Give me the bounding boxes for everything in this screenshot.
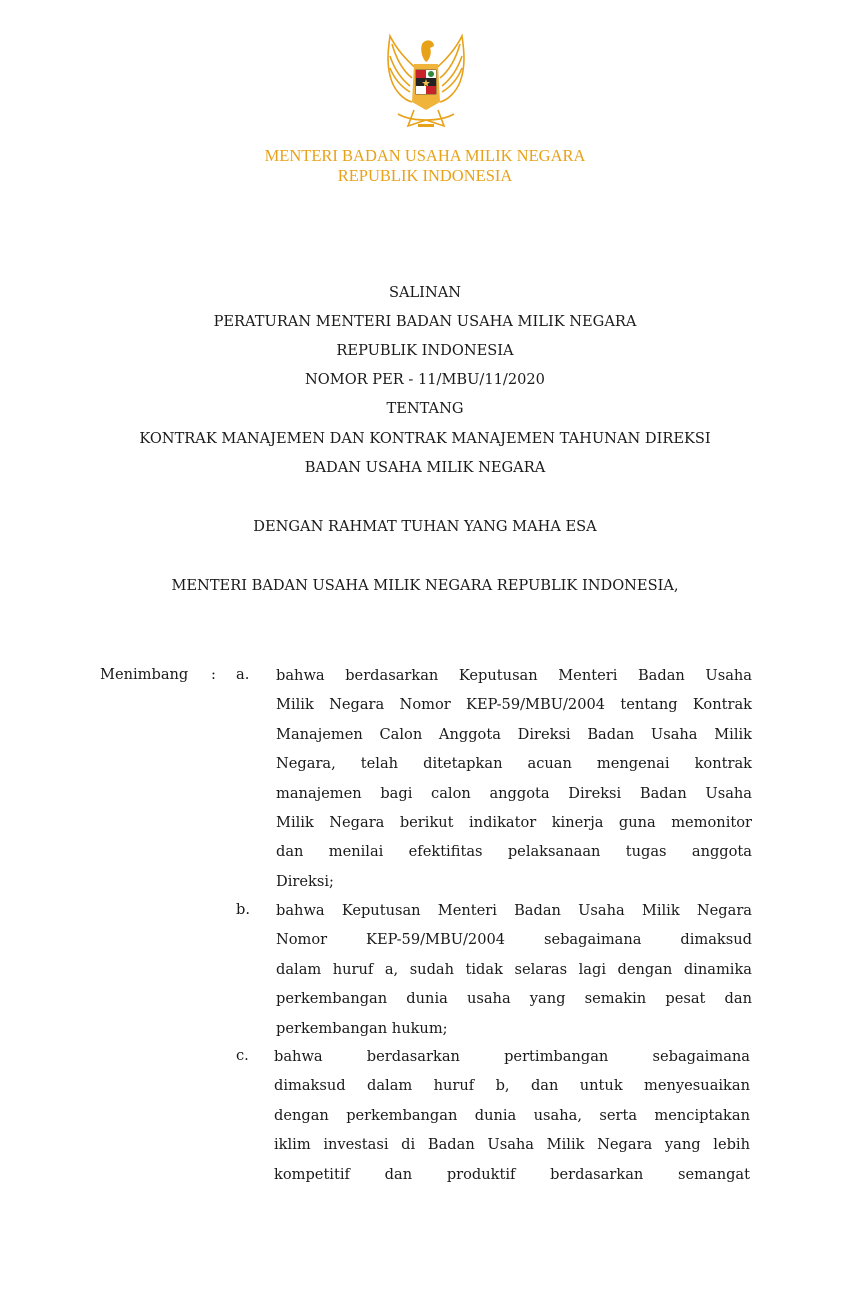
item-b-line: Nomor KEP-59/MBU/2004 sebagaimana dimaksud [276, 931, 752, 949]
item-a-line: bahwa berdasarkan Keputusan Menteri Badan Usaha [276, 667, 752, 684]
regulation-number: NOMOR PER - 11/MBU/11/2020 [305, 371, 545, 388]
item-a-line: dan menilai efektifitas pelaksanaan tugas anggota [276, 843, 752, 861]
item-b-line: perkembangan dunia usaha yang semakin pesat dan [276, 990, 752, 1008]
item-c-marker: c. [236, 1047, 249, 1064]
letterhead-org-line1: MENTERI BADAN USAHA MILIK NEGARA [264, 146, 586, 165]
considerations-separator: : [211, 666, 216, 683]
item-a-line: Milik Negara Nomor KEP-59/MBU/2004 tentang Kontrak [276, 696, 752, 714]
item-c-line: kompetitif dan produktif berdasarkan semangat [274, 1165, 750, 1183]
item-a-line: manajemen bagi calon anggota Direksi Badan Usaha [276, 784, 752, 802]
item-c-line: iklim investasi di Badan Usaha Milik Negara yang lebih [274, 1136, 750, 1154]
letterhead-org-line2: REPUBLIK INDONESIA [337, 166, 513, 185]
doc-copy-label: SALINAN [388, 284, 462, 301]
item-a-marker: a. [236, 666, 250, 683]
item-b-marker: b. [236, 901, 250, 918]
item-a-line: Manajemen Calon Anggota Direksi Badan Usaha Milik [276, 725, 752, 743]
item-a-line: Milik Negara berikut indikator kinerja guna memonitor [276, 813, 752, 831]
item-a-line: Direksi; [276, 872, 334, 890]
authority-statement: MENTERI BADAN USAHA MILIK NEGARA REPUBLIK INDONESIA, [171, 577, 679, 594]
consideration-item-c [274, 1047, 750, 1194]
item-b-line: perkembangan hukum; [276, 1019, 448, 1037]
item-c-line: dimaksud dalam huruf b, dan untuk menyesuaikan [274, 1077, 750, 1095]
item-b-line: dalam huruf a, sudah tidak selaras lagi dengan dinamika [276, 960, 752, 978]
item-c-line: bahwa berdasarkan pertimbangan sebagaimana [274, 1048, 750, 1065]
item-b-line: bahwa Keputusan Menteri Badan Usaha Milik Negara [276, 902, 752, 919]
regulation-about-label: TENTANG [386, 400, 464, 417]
item-a-line: Negara, telah ditetapkan acuan mengenai kontrak [276, 755, 752, 773]
item-c-line: dengan perkembangan dunia usaha, serta menciptakan [274, 1106, 750, 1124]
consideration-item-a [276, 666, 752, 901]
considerations-label: Menimbang [100, 666, 189, 683]
regulation-subject-line2: BADAN USAHA MILIK NEGARA [304, 459, 546, 476]
consideration-item-b [276, 901, 752, 1048]
invocation: DENGAN RAHMAT TUHAN YANG MAHA ESA [253, 518, 597, 535]
regulation-title: PERATURAN MENTERI BADAN USAHA MILIK NEGARA [213, 313, 637, 330]
garuda-emblem-icon [378, 30, 474, 134]
regulation-country: REPUBLIK INDONESIA [336, 342, 514, 359]
regulation-subject-line1: KONTRAK MANAJEMEN DAN KONTRAK MANAJEMEN TAHUNAN DIREKSI [139, 430, 711, 447]
